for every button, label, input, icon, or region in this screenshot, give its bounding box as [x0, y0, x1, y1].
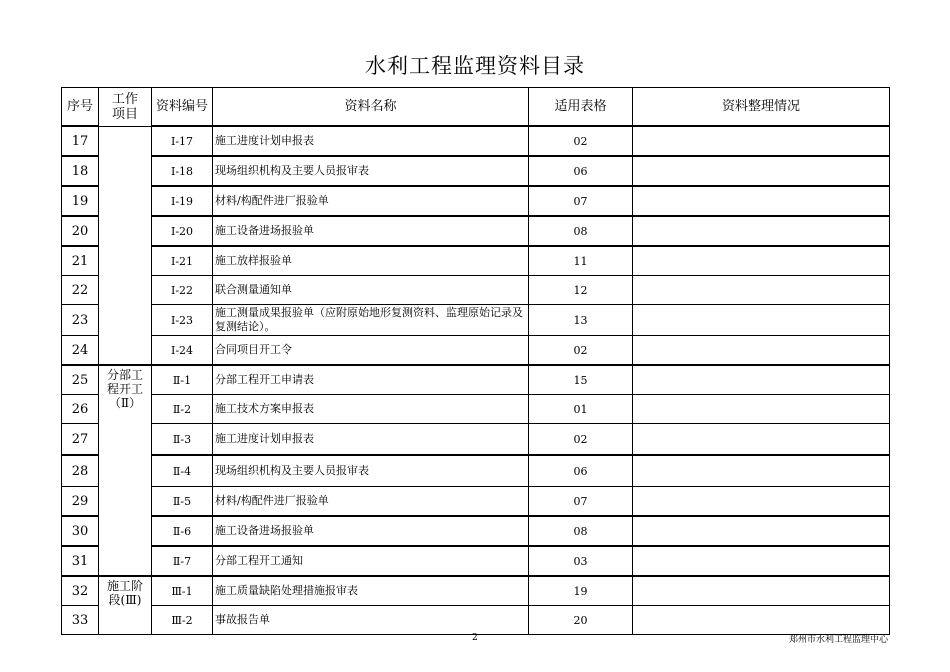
row-status [633, 516, 890, 546]
row-code: Ⅱ-7 [152, 546, 213, 576]
row-status [633, 276, 890, 305]
row-code: Ⅲ-2 [152, 606, 213, 635]
catalog-table [61, 87, 890, 635]
row-name: 施工设备进场报验单 [213, 516, 529, 546]
table-row [62, 216, 890, 246]
row-no: 20 [62, 216, 99, 246]
row-code: Ⅰ-21 [152, 246, 213, 276]
page-number: 2 [472, 633, 478, 643]
table-row [62, 546, 890, 576]
header-work-item: 工作 项目 [99, 88, 152, 127]
row-name: 联合测量通知单 [213, 276, 529, 305]
header-no: 序号 [62, 88, 99, 127]
row-name: 分部工程开工申请表 [213, 365, 529, 395]
row-form: 06 [529, 455, 633, 487]
row-status [633, 246, 890, 276]
row-status [633, 156, 890, 186]
table-row [62, 336, 890, 366]
row-status [633, 455, 890, 487]
row-name: 材料/构配件进厂报验单 [213, 186, 529, 216]
row-status [633, 216, 890, 246]
row-name: 施工进度计划申报表 [213, 424, 529, 456]
row-code: Ⅰ-23 [152, 305, 213, 336]
row-form: 07 [529, 186, 633, 216]
row-form: 02 [529, 126, 633, 156]
row-code: Ⅰ-24 [152, 336, 213, 366]
table-row [62, 455, 890, 487]
row-form: 08 [529, 216, 633, 246]
row-status [633, 186, 890, 216]
row-code: Ⅱ-3 [152, 424, 213, 456]
row-no: 22 [62, 276, 99, 305]
row-form: 11 [529, 246, 633, 276]
row-no: 27 [62, 424, 99, 456]
row-name: 施工设备进场报验单 [213, 216, 529, 246]
row-form: 13 [529, 305, 633, 336]
header-form: 适用表格 [529, 88, 633, 127]
row-form: 19 [529, 576, 633, 606]
table-row [62, 305, 890, 336]
row-no: 24 [62, 336, 99, 366]
row-name: 现场组织机构及主要人员报审表 [213, 156, 529, 186]
header-status: 资料整理情况 [633, 88, 890, 127]
table-row [62, 487, 890, 517]
row-form: 20 [529, 606, 633, 635]
row-code: Ⅱ-6 [152, 516, 213, 546]
row-code: Ⅰ-22 [152, 276, 213, 305]
table-row [62, 576, 890, 606]
header-code: 资料编号 [152, 88, 213, 127]
header-name: 资料名称 [213, 88, 529, 127]
row-no: 23 [62, 305, 99, 336]
row-no: 21 [62, 246, 99, 276]
table-row [62, 365, 890, 395]
row-no: 29 [62, 487, 99, 517]
row-form: 07 [529, 487, 633, 517]
row-form: 06 [529, 156, 633, 186]
row-no: 25 [62, 365, 99, 395]
row-status [633, 546, 890, 576]
row-no: 18 [62, 156, 99, 186]
table-row [62, 126, 890, 156]
table-row [62, 246, 890, 276]
table-row [62, 186, 890, 216]
row-no: 19 [62, 186, 99, 216]
row-form: 03 [529, 546, 633, 576]
row-no: 28 [62, 455, 99, 487]
row-code: Ⅰ-17 [152, 126, 213, 156]
row-code: Ⅰ-19 [152, 186, 213, 216]
row-status [633, 606, 890, 635]
row-form: 08 [529, 516, 633, 546]
row-name: 施工进度计划申报表 [213, 126, 529, 156]
row-status [633, 126, 890, 156]
row-status [633, 487, 890, 517]
row-status [633, 395, 890, 424]
row-name: 施工质量缺陷处理措施报审表 [213, 576, 529, 606]
organization-name: 郑州市水利工程监理中心 [788, 635, 888, 645]
table-row [62, 276, 890, 305]
table-row [62, 424, 890, 456]
row-no: 30 [62, 516, 99, 546]
row-name: 材料/构配件进厂报验单 [213, 487, 529, 517]
row-code: Ⅱ-4 [152, 455, 213, 487]
row-form: 02 [529, 424, 633, 456]
row-code: Ⅱ-1 [152, 365, 213, 395]
row-name: 合同项目开工令 [213, 336, 529, 366]
row-name: 施工测量成果报验单（应附原始地形复测资料、监理原始记录及复测结论）。 [213, 305, 529, 336]
row-status [633, 305, 890, 336]
work-item-cell [99, 126, 152, 365]
row-status [633, 424, 890, 456]
table-row [62, 156, 890, 186]
row-code: Ⅱ-2 [152, 395, 213, 424]
table-row [62, 606, 890, 635]
row-name: 施工技术方案申报表 [213, 395, 529, 424]
row-code: Ⅰ-18 [152, 156, 213, 186]
row-no: 17 [62, 126, 99, 156]
header-row [62, 88, 890, 127]
row-status [633, 576, 890, 606]
document-title: 水利工程监理资料目录 [365, 54, 585, 78]
row-no: 31 [62, 546, 99, 576]
row-code: Ⅰ-20 [152, 216, 213, 246]
work-item-cell: 分部工 程开工 （Ⅱ） [99, 365, 152, 576]
row-status [633, 336, 890, 366]
row-status [633, 365, 890, 395]
row-name: 分部工程开工通知 [213, 546, 529, 576]
row-code: Ⅲ-1 [152, 576, 213, 606]
table-row [62, 395, 890, 424]
row-form: 02 [529, 336, 633, 366]
row-form: 12 [529, 276, 633, 305]
row-no: 33 [62, 606, 99, 635]
work-item-cell: 施工阶 段(Ⅲ) [99, 576, 152, 635]
row-name: 事故报告单 [213, 606, 529, 635]
row-no: 26 [62, 395, 99, 424]
row-no: 32 [62, 576, 99, 606]
row-form: 15 [529, 365, 633, 395]
row-code: Ⅱ-5 [152, 487, 213, 517]
row-form: 01 [529, 395, 633, 424]
row-name: 施工放样报验单 [213, 246, 529, 276]
table-row [62, 516, 890, 546]
row-name: 现场组织机构及主要人员报审表 [213, 455, 529, 487]
